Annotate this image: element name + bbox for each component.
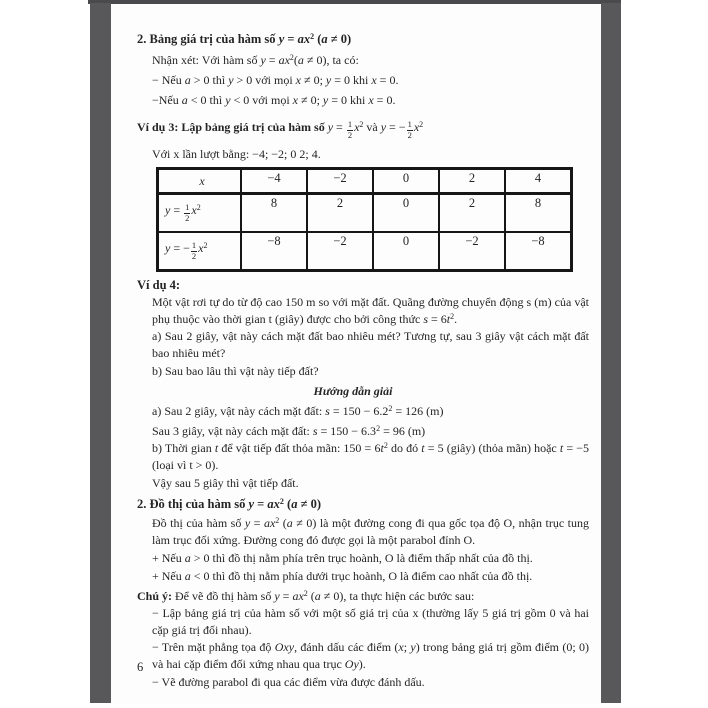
table-cell: 8 (241, 194, 307, 233)
graph-case-a-negative: + Nếu a < 0 thì đồ thị nằm phía dưới trục hoành, O là điểm cao nhất của đồ thị. (152, 569, 533, 583)
solution-heading: Hướng dẫn giải (313, 384, 393, 398)
table-cell: −2 (307, 232, 373, 271)
row-label: y = − $\frac{1}{2}$ $x^2$ (158, 232, 242, 271)
table-cell: 2 (439, 194, 505, 233)
solution-b: b) Thời gian t để vật tiếp đất thỏa mãn: $150 = 6t^2$ do đó t = 5 (giây) (thỏa mãn) hoặc t = −5 (loại vì t > 0). (152, 441, 590, 472)
problem-statement: Một vật rơi tự do từ độ cao 150 m so với mặt đất. Quãng đường chuyển động s (m) của vật phụ thuộc vào thời gian t (giây) được cho bởi công thức $s = 6t^2$. (152, 295, 589, 326)
solution-a-line-1: a) Sau 2 giây, vật này cách mặt đất: $s = 150 - 6.2^2 = 126$ (m) (152, 404, 444, 418)
table-header-row (158, 169, 572, 194)
case-a-negative: −Nếu a < 0 thì y < 0 với mọi x ≠ 0; y = 0 khi x = 0. (152, 93, 396, 107)
table-cell: 8 (505, 194, 572, 233)
scan-border-right (601, 3, 621, 703)
step-plot-points: − Trên mặt phẳng tọa độ Oxy, đánh dấu các điểm (x; y) trong bảng giá trị gồm điểm (0; 0) và hai cặp điểm đối xứng nhau qua trục Oy). (152, 640, 589, 671)
values-table (156, 167, 573, 272)
question-b: b) Sau bao lâu thì vật này tiếp đất? (152, 364, 319, 378)
remark-line: Nhận xét: Với hàm số $y = ax^2(a \ne 0)$, ta có: (152, 53, 359, 67)
x-values-line: Với x lần lượt bằng: −4; −2; 0 2; 4. (152, 147, 321, 161)
solution-conclusion: Vậy sau 5 giây thì vật tiếp đất. (152, 476, 299, 490)
example-3-heading: Ví dụ 3: Lập bảng giá trị của hàm số y = $\frac{1}{2}$ $x^2$ và y = − $\frac{1}{2}$ $x^2$ (137, 119, 424, 140)
scan-border-left (90, 3, 111, 703)
table-header-cell: −2 (307, 169, 373, 194)
table-cell: 0 (373, 232, 439, 271)
graph-case-a-positive: + Nếu a > 0 thì đồ thị nằm phía trên trục hoành, O là điểm thấp nhất của đồ thị. (152, 551, 533, 565)
graph-description: Đồ thị của hàm số $y = ax^2$ (a ≠ 0) là một đường cong đi qua gốc tọa độ O, nhận trục tung làm trục đối xứng. Đường cong đó được gọi là một parabol đỉnh O. (152, 516, 589, 547)
page-number: 6 (137, 660, 144, 674)
step-draw-parabola: − Vẽ đường parabol đi qua các điểm vừa được đánh dấu. (152, 675, 425, 689)
table-row (158, 194, 572, 233)
table-cell: 0 (373, 194, 439, 233)
table-header-cell: 4 (505, 169, 572, 194)
table-cell: 2 (307, 194, 373, 233)
table-header-cell: −4 (241, 169, 307, 194)
question-a: a) Sau 2 giây, vật này cách mặt đất bao nhiêu mét? Tương tự, sau 3 giây vật cách mặt đất bao nhiêu mét? (152, 329, 589, 360)
document-page (111, 4, 601, 704)
table-header-cell: 2 (439, 169, 505, 194)
solution-a-line-2: Sau 3 giây, vật này cách mặt đất: $s = 150 - 6.3^2 = 96$ (m) (152, 424, 426, 438)
table-cell: −8 (505, 232, 572, 271)
table-cell: −2 (439, 232, 505, 271)
example-4-heading: Ví dụ 4: (137, 278, 181, 292)
table-row (158, 232, 572, 271)
table-cell: −8 (241, 232, 307, 271)
note-heading: Chú ý: Để vẽ đồ thị hàm số $y = ax^2$ (a ≠ 0), ta thực hiện các bước sau: (137, 589, 475, 603)
row-label: y = $\frac{1}{2}$ $x^2$ (158, 194, 242, 233)
table-header-cell: x (158, 169, 242, 194)
table-header-cell: 0 (373, 169, 439, 194)
section-heading-value-table: 2. Bảng giá trị của hàm số $y = ax^2$ (a ≠ 0) (137, 32, 352, 46)
case-a-positive: − Nếu a > 0 thì y > 0 với mọi x ≠ 0; y = 0 khi x = 0. (152, 73, 399, 87)
section-heading-graph: 2. Đồ thị của hàm số $y = ax^2$ (a ≠ 0) (137, 497, 321, 511)
step-build-table: − Lập bảng giá trị của hàm số với một số giá trị của x (thường lấy 5 giá trị gồm 0 và hai cặp giá trị đối nhau). (152, 606, 589, 637)
